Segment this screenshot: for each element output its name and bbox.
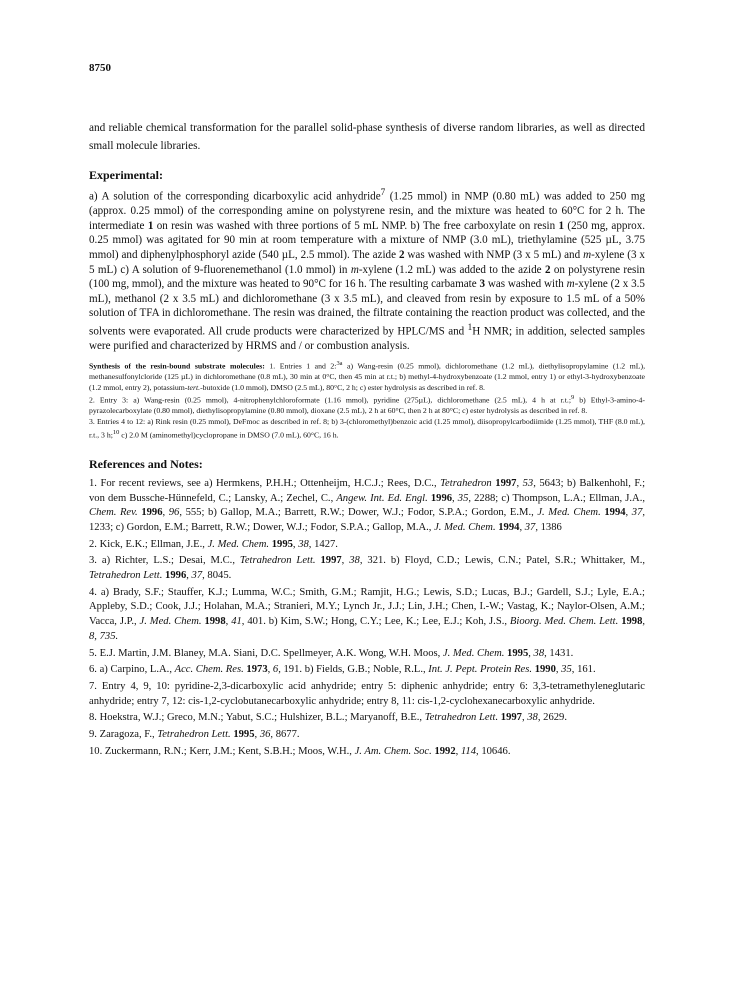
references-list bbox=[89, 477, 645, 760]
synthesis-note-1: Synthesis of the resin-bound substrate molecules: 1. Entries 1 and 2:$^{3a}$ a) Wang-resin (0.25 mmol), dichloromethane (1.2 mL), diethylisopropylamine (1.2 mL), methanesulfonylcloride (125 µL) in dichloromethane (0.8 mL), 30 min at 0°C, then 45 min at r.t.; b) methyl-4-hydroxybenzoate (1.2 mmol, entry 1) or ethyl-3-hydroxybenzoate (1.2 mmol, entry 2), potassium-tert.-butoxide (1.0 mmol), DMSO (2.5 mL), 80°C, 2 h; c) ester hydrolysis as described in ref. 8. bbox=[89, 359, 646, 392]
synthesis-note-2: 2. Entry 3: a) Wang-resin (0.25 mmol), 4-nitrophenylchloroformate (1.16 mmol), pyridine (275µL), dichloromethane (2.5 mL), 4 h at r.t.;$^9$ b) Ethyl-3-amino-4-pyrazolecarboxylate (0.80 mmol), diethylisopropylamine (0.80 mmol), dioxane (2.5 mL), 2 h at 60°C, then 2 h at 80°C; c) ester hydrolysis as described in ref. 8. bbox=[89, 394, 645, 416]
experimental-heading: Experimental: bbox=[89, 168, 163, 182]
page-content bbox=[89, 119, 645, 761]
reference-item: 3. a) Richter, L.S.; Desai, M.C., Tetrahedron Lett. 1997, 38, 321. b) Floyd, C.D.; Lewis, C.N.; Patel, S.R.; Whittaker, M., Tetrahedron Lett. 1996, 37, 8045. bbox=[89, 555, 645, 582]
reference-item: 10. Zuckermann, R.N.; Kerr, J.M.; Kent, S.B.H.; Moos, W.H., J. Am. Chem. Soc. 1992, 114, 10646. bbox=[89, 745, 511, 757]
page-number: 8750 bbox=[89, 62, 111, 74]
reference-item: 7. Entry 4, 9, 10: pyridine-2,3-dicarboxylic acid anhydride; entry 5: diphenic anhydride; entry 6: 3,3-tetramethyleneglutaric anhydride; entry 7, 12: cis-1,2-cyclobutanecarboxylic anhydride; entry 8, 11: cis-1,2-cyclohexanecarboxylic anhydride. bbox=[89, 680, 645, 707]
reference-item: 4. a) Brady, S.F.; Stauffer, K.J.; Lumma, W.C.; Smith, G.M.; Ramjit, H.G.; Lewis, S.D.; Lucas, B.J.; Gardell, S.J.; Lyle, E.A.; Appleby, S.D.; Cook, J.J.; Holahan, M.A.; Stranieri, M.Y.; Lynch Jr., J.J.; Lin, J.H.; Chen, I.-W.; Vastag, K.; Naylor-Olsen, A.M.; Vacca, J.P., J. Med. Chem. 1998, 41, 401. b) Kim, S.W.; Hong, C.Y.; Lee, K.; Lee, E.J.; Koh, J.S., Bioorg. Med. Chem. Lett. 1998, 8, 735. bbox=[89, 586, 646, 642]
intro-paragraph: and reliable chemical transformation for the parallel solid-phase synthesis of diverse random libraries, as well as directed small molecule libraries. bbox=[89, 122, 645, 152]
reference-item: 6. a) Carpino, L.A., Acc. Chem. Res. 1973, 6, 191. b) Fields, G.B.; Noble, R.L., Int. J. Pept. Protein Res. 1990, 35, 161. bbox=[89, 664, 596, 676]
references-heading: References and Notes: bbox=[89, 456, 203, 471]
reference-item: 8. Hoekstra, W.J.; Greco, M.N.; Yabut, S.C.; Hulshizer, B.L.; Maryanoff, B.E., Tetrahedron Lett. 1997, 38, 2629. bbox=[89, 712, 567, 724]
reference-item: 9. Zaragoza, F., Tetrahedron Lett. 1995, 36, 8677. bbox=[89, 729, 300, 741]
reference-item: 1. For recent reviews, see a) Hermkens, P.H.H.; Ottenheijm, H.C.J.; Rees, D.C., Tetrahedron 1997, 53, 5643; b) Balkenhohl, F.; von dem Bussche-Hünnefeld, C.; Lansky, A.; Zechel, C., Angew. Int. Ed. Engl. 1996, 35, 2288; c) Thompson, L.A.; Ellman, J.A., Chem. Rev. 1996, 96, 555; b) Gallop, M.A.; Barrett, R.W.; Dower, W.J.; Fodor, S.P.A.; Gordon, E.M., J. Med. Chem. 1994, 37, 1233; c) Gordon, E.M.; Barrett, R.W.; Dower, W.J.; Fodor, S.P.A.; Gallop, M.A., J. Med. Chem. 1994, 37, 1386 bbox=[89, 477, 646, 533]
reference-item: 2. Kick, E.K.; Ellman, J.E., J. Med. Chem. 1995, 38, 1427. bbox=[89, 538, 338, 550]
reference-item: 5. E.J. Martin, J.M. Blaney, M.A. Siani, D.C. Spellmeyer, A.K. Wong, W.H. Moos, J. Med. Chem. 1995, 38, 1431. bbox=[89, 647, 574, 659]
synthesis-notes bbox=[89, 359, 645, 441]
synthesis-note-3: 3. Entries 4 to 12: a) Rink resin (0.25 mmol), DeFmoc as described in ref. 8; b) 3-(chloromethyl)benzoic acid (1.25 mmol), diisopropylcarbodiimide (1.25 mmol), THF (8.0 mL), r.t., 3 h;$^{10}$ c) 2.0 M (aminomethyl)cyclopropane in DMSO (7.0 mL), 60°C, 16 h. bbox=[89, 417, 645, 440]
experimental-paragraph: a) A solution of the corresponding dicarboxylic acid anhydride$^7$ (1.25 mmol) in NMP (0.80 mL) was added to 250 mg (approx. 0.25 mmol) of the corresponding amine on polystyrene resin, and the mixture was heated to 60°C for 2 h. The intermediate 1 on resin was washed with three portions of 5 mL NMP. b) The free carboxylate on resin 1 (250 mg, approx. 0.25 mmol) was agitated for 90 min at room temperature with a mixture of NMP (3.0 mL), triethylamine (525 µL, 3.75 mmol) and diphenylphosphoryl azide (540 µL, 2.5 mmol). The azide 2 was washed with NMP (3 x 5 mL) and m-xylene (3 x 5 mL) c) A solution of 9-fluorenemethanol (1.0 mmol) in m-xylene (1.2 mL) was added to the azide 2 on polystyrene resin (100 mg, mmol), and the mixture was heated to 90°C for 16 h. The resulting carbamate 3 was washed with m-xylene (2 x 3.5 mL), methanol (2 x 3.5 mL) and dichloromethane (3 x 3.5 mL), and cleaved from resin by exposure to 1.5 mL of a 50% solution of TFA in dichloromethane. The resin was drained, the filtrate containing the reaction product was collected, and the solvents were evaporated. All crude products were characterized by HPLC/MS and $^1$H NMR; in addition, selected samples were purified and characterized by HRMS and / or combustion analysis. bbox=[89, 188, 646, 353]
